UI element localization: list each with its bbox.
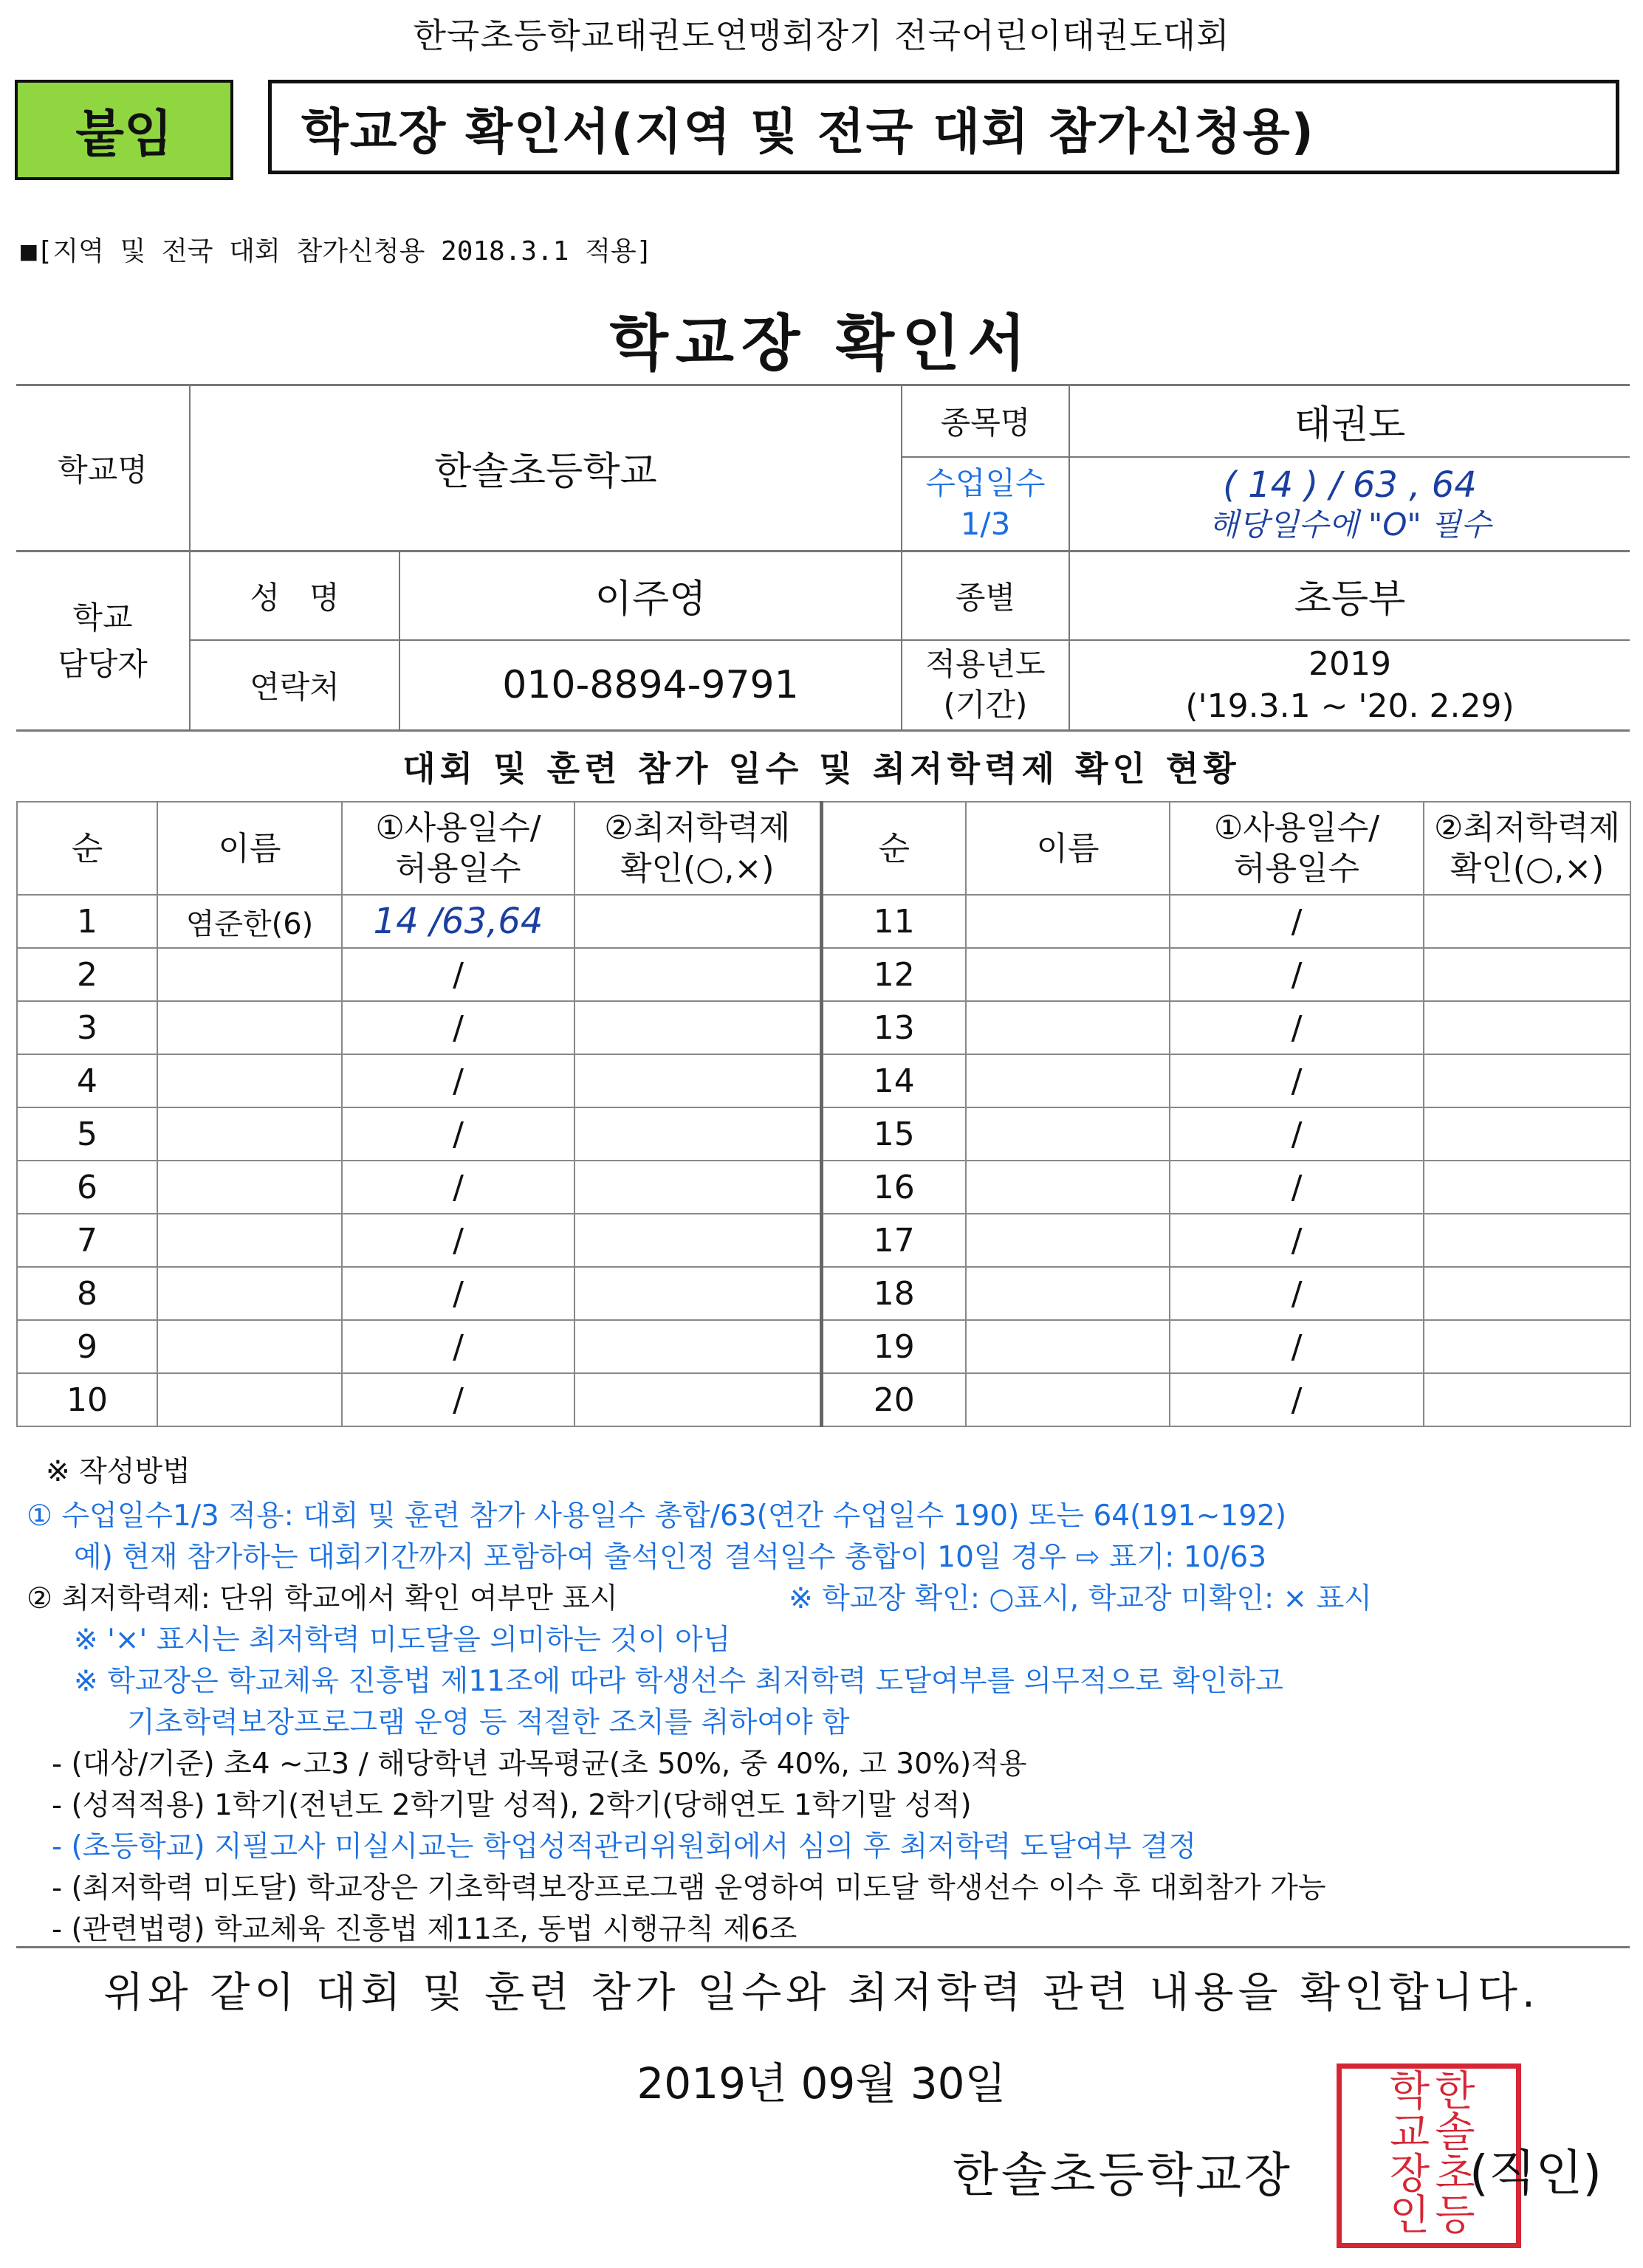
row-days-right: / bbox=[1170, 1373, 1424, 1426]
class-days-fraction: ( 14 ) / 63 , 64 bbox=[1223, 464, 1477, 506]
instruction-line-6: 기초학력보장프로그램 운영 등 적절한 조치를 취하여야 함 bbox=[127, 1706, 850, 1739]
row-days-right: / bbox=[1170, 895, 1424, 948]
table-header-row bbox=[17, 802, 1630, 895]
row-name bbox=[157, 1320, 342, 1373]
row-no-right: 20 bbox=[821, 1373, 966, 1426]
col-minimum-right-line2: 확인(○,×) bbox=[1450, 850, 1605, 887]
row-days-right: / bbox=[1170, 1320, 1424, 1373]
class-days-label-line2: 1/3 bbox=[960, 505, 1011, 542]
year-value bbox=[1070, 641, 1630, 729]
row-no: 4 bbox=[17, 1054, 157, 1107]
school-name: 한솔초등학교 bbox=[434, 450, 657, 494]
principal-name: 한솔초등학교장 bbox=[953, 2148, 1293, 2203]
table-row bbox=[17, 1373, 1630, 1426]
division-value: 초등부 bbox=[1294, 577, 1406, 622]
top-title: 한국초등학교태권도연맹회장기 전국어린이태권도대회 bbox=[413, 16, 1230, 55]
row-minimum-right bbox=[1424, 895, 1630, 948]
form-note: ■[지역 및 전국 대회 참가신청용 2018.3.1 적용] bbox=[21, 236, 653, 267]
col-days-right-line1: ①사용일수/ bbox=[1213, 809, 1380, 847]
participation-table bbox=[16, 801, 1631, 1427]
row-no: 5 bbox=[17, 1107, 157, 1161]
year-label bbox=[902, 641, 1069, 729]
row-days-right: / bbox=[1170, 1001, 1424, 1054]
row-name bbox=[157, 948, 342, 1001]
row-days: / bbox=[342, 1107, 574, 1161]
school-name-label: 학교명 bbox=[58, 451, 148, 488]
row-minimum-right bbox=[1424, 948, 1630, 1001]
col-name-right: 이름 bbox=[966, 802, 1170, 895]
col-no: 순 bbox=[17, 802, 157, 895]
divider bbox=[16, 1946, 1630, 1948]
table-row bbox=[17, 1054, 1630, 1107]
page-title: 학교장 확인서 bbox=[609, 309, 1034, 379]
row-minimum bbox=[574, 948, 821, 1001]
row-days: / bbox=[342, 1373, 574, 1426]
row-no: 9 bbox=[17, 1320, 157, 1373]
row-days: / bbox=[342, 1161, 574, 1214]
row-days-right: / bbox=[1170, 1161, 1424, 1214]
confirmation-statement: 위와 같이 대회 및 훈련 참가 일수와 최저학력 관련 내용을 확인합니다. bbox=[103, 1969, 1540, 2017]
seal-label: (직인) bbox=[1469, 2145, 1602, 2202]
row-minimum bbox=[574, 1320, 821, 1373]
row-minimum-right bbox=[1424, 1214, 1630, 1267]
row-minimum-right bbox=[1424, 1001, 1630, 1054]
row-days: / bbox=[342, 948, 574, 1001]
table-row bbox=[17, 1320, 1630, 1373]
col-days-right bbox=[1170, 802, 1424, 895]
col-minimum bbox=[574, 802, 821, 895]
instruction-line-7: - (대상/기준) 초4 ~고3 / 해당학년 과목평균(초 50%, 중 40%, 고 30%)적용 bbox=[52, 1748, 1027, 1781]
instruction-line-11: - (관련법령) 학교체육 진흥법 제11조, 동법 시행규칙 제6조 bbox=[52, 1913, 798, 1946]
row-days: / bbox=[342, 1267, 574, 1320]
row-no-right: 14 bbox=[821, 1054, 966, 1107]
col-minimum-line1: ②최저학력제 bbox=[604, 809, 791, 847]
manager-label bbox=[16, 551, 189, 729]
table-row bbox=[17, 1214, 1630, 1267]
table-row bbox=[17, 895, 1630, 948]
row-no: 10 bbox=[17, 1373, 157, 1426]
row-minimum bbox=[574, 1161, 821, 1214]
row-days: 14 /63,64 bbox=[342, 895, 574, 948]
row-name-right bbox=[966, 1001, 1170, 1054]
manager-name: 이주영 bbox=[594, 577, 707, 622]
row-name-right bbox=[966, 1214, 1170, 1267]
row-minimum bbox=[574, 1054, 821, 1107]
period: ('19.3.1 ~ '20. 2.29) bbox=[1185, 687, 1515, 725]
instruction-line-4: ※ '×' 표시는 최저학력 미도달을 의미하는 것이 아님 bbox=[74, 1623, 731, 1657]
col-minimum-right-line1: ②최저학력제 bbox=[1434, 809, 1620, 847]
row-days: / bbox=[342, 1214, 574, 1267]
row-minimum-right bbox=[1424, 1054, 1630, 1107]
instruction-line-1: ① 수업일수1/3 적용: 대회 및 훈련 참가 사용일수 총합/63(연간 수업일수 190) 또는 64(191~192) bbox=[27, 1499, 1287, 1533]
row-name-right bbox=[966, 1054, 1170, 1107]
class-days-label-line1: 수업일수 bbox=[925, 464, 1046, 501]
row-minimum-right bbox=[1424, 1161, 1630, 1214]
year-label-line1: 적용년도 bbox=[925, 646, 1046, 683]
section-title: 대회 및 훈련 참가 일수 및 최저학력제 확인 현황 bbox=[402, 749, 1241, 788]
row-name bbox=[157, 1373, 342, 1426]
row-minimum-right bbox=[1424, 1373, 1630, 1426]
row-minimum-right bbox=[1424, 1267, 1630, 1320]
table-row bbox=[17, 1161, 1630, 1214]
col-days bbox=[342, 802, 574, 895]
row-days-right: / bbox=[1170, 1267, 1424, 1320]
col-name: 이름 bbox=[157, 802, 342, 895]
row-minimum bbox=[574, 1214, 821, 1267]
document-heading: 학교장 확인서(지역 및 전국 대회 참가신청용) bbox=[268, 80, 1619, 174]
row-minimum-right bbox=[1424, 1107, 1630, 1161]
row-name-right bbox=[966, 948, 1170, 1001]
table-row bbox=[17, 1267, 1630, 1320]
name-label: 성 명 bbox=[250, 579, 340, 616]
row-name bbox=[157, 1214, 342, 1267]
row-no-right: 15 bbox=[821, 1107, 966, 1161]
row-minimum bbox=[574, 1267, 821, 1320]
row-no-right: 19 bbox=[821, 1320, 966, 1373]
signature-date: 2019년 09월 30일 bbox=[637, 2058, 1006, 2109]
class-days-value bbox=[1070, 458, 1630, 550]
row-no-right: 18 bbox=[821, 1267, 966, 1320]
col-no-right: 순 bbox=[821, 802, 966, 895]
instruction-line-5: ※ 학교장은 학교체육 진흥법 제11조에 따라 학생선수 최저학력 도달여부를 의무적으로 확인하고 bbox=[74, 1665, 1283, 1698]
year-label-line2: (기간) bbox=[943, 687, 1028, 723]
official-seal: 한솔초등학교장인 bbox=[1337, 2063, 1521, 2248]
col-days-line1: ①사용일수/ bbox=[375, 809, 541, 847]
row-no: 6 bbox=[17, 1161, 157, 1214]
row-name bbox=[157, 1267, 342, 1320]
col-days-right-line2: 허용일수 bbox=[1233, 850, 1359, 887]
manager-label-line1: 학교 bbox=[72, 599, 133, 636]
row-days-right: / bbox=[1170, 1214, 1424, 1267]
row-minimum-right bbox=[1424, 1320, 1630, 1373]
manager-label-line2: 담당자 bbox=[58, 645, 148, 682]
row-days: / bbox=[342, 1001, 574, 1054]
instruction-line-3a: ② 최저학력제: 단위 학교에서 확인 여부만 표시 bbox=[27, 1582, 618, 1615]
row-name bbox=[157, 1001, 342, 1054]
row-no-right: 17 bbox=[821, 1214, 966, 1267]
row-minimum bbox=[574, 895, 821, 948]
row-no: 1 bbox=[17, 895, 157, 948]
table-row bbox=[17, 1107, 1630, 1161]
row-name-right bbox=[966, 1373, 1170, 1426]
row-no-right: 11 bbox=[821, 895, 966, 948]
row-no: 7 bbox=[17, 1214, 157, 1267]
event-value: 태권도 bbox=[1294, 402, 1406, 447]
year: 2019 bbox=[1308, 645, 1391, 683]
row-name-right bbox=[966, 1161, 1170, 1214]
col-minimum-right bbox=[1424, 802, 1630, 895]
class-days-label bbox=[902, 458, 1069, 550]
row-days-right: / bbox=[1170, 1054, 1424, 1107]
class-days-note: 해당일수에 "O" 필수 bbox=[1208, 506, 1492, 543]
row-name bbox=[157, 1161, 342, 1214]
row-minimum bbox=[574, 1107, 821, 1161]
attach-tag: 붙임 bbox=[15, 80, 233, 180]
instruction-line-10: - (최저학력 미도달) 학교장은 기초학력보장프로그램 운영하여 미도달 학생선수 이수 후 대회참가 가능 bbox=[52, 1872, 1326, 1905]
row-days-right: / bbox=[1170, 1107, 1424, 1161]
col-days-line2: 허용일수 bbox=[395, 850, 521, 887]
row-no: 8 bbox=[17, 1267, 157, 1320]
contact-value: 010-8894-9791 bbox=[502, 663, 799, 707]
row-no: 2 bbox=[17, 948, 157, 1001]
row-days: / bbox=[342, 1054, 574, 1107]
instructions-heading: ※ 작성방법 bbox=[46, 1455, 191, 1488]
row-minimum bbox=[574, 1373, 821, 1426]
instruction-line-9: - (초등학교) 지필고사 미실시교는 학업성적관리위원회에서 심의 후 최저학력 도달여부 결정 bbox=[52, 1830, 1197, 1863]
row-no-right: 13 bbox=[821, 1001, 966, 1054]
row-days: / bbox=[342, 1320, 574, 1373]
row-no: 3 bbox=[17, 1001, 157, 1054]
row-no-right: 12 bbox=[821, 948, 966, 1001]
row-minimum bbox=[574, 1001, 821, 1054]
row-name bbox=[157, 1054, 342, 1107]
instruction-line-8: - (성적적용) 1학기(전년도 2학기말 성적), 2학기(당해연도 1학기말 성적) bbox=[52, 1789, 972, 1822]
row-days-right: / bbox=[1170, 948, 1424, 1001]
row-name: 염준한(6) bbox=[157, 895, 342, 948]
table-row bbox=[17, 948, 1630, 1001]
instruction-line-2: 예) 현재 참가하는 대회기간까지 포함하여 출석인정 결석일수 총합이 10일 경우 ⇨ 표기: 10/63 bbox=[74, 1541, 1267, 1574]
row-no-right: 16 bbox=[821, 1161, 966, 1214]
division-label: 종별 bbox=[955, 579, 1016, 616]
row-name-right bbox=[966, 1107, 1170, 1161]
event-label: 종목명 bbox=[940, 405, 1031, 441]
row-name-right bbox=[966, 895, 1170, 948]
row-name-right bbox=[966, 1267, 1170, 1320]
table-row bbox=[17, 1001, 1630, 1054]
row-name bbox=[157, 1107, 342, 1161]
col-minimum-line2: 확인(○,×) bbox=[620, 850, 775, 887]
contact-label: 연락처 bbox=[250, 669, 340, 705]
row-name-right bbox=[966, 1320, 1170, 1373]
instruction-line-3b: ※ 학교장 확인: ○표시, 학교장 미확인: × 표시 bbox=[789, 1582, 1372, 1615]
